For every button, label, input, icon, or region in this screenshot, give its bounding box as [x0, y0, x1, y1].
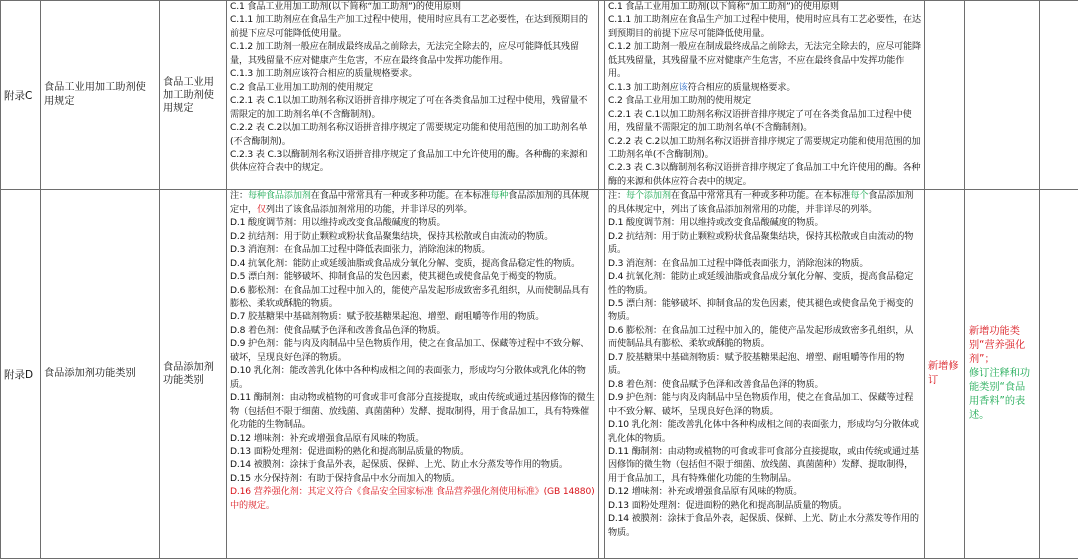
- appendix-label: 附录C: [1, 1, 41, 190]
- list-item: D.3 消泡剂：在食品加工过程中降低表面张力，消除泡沫的物质。: [230, 244, 595, 257]
- highlight-text: 每种食品添加剂: [248, 191, 311, 201]
- note-cell: [965, 1, 1040, 190]
- list-item: D.7 胶基糖果中基础剂物质：赋予胶基糖果起泡、增塑、耐咀嚼等作用的物质。: [230, 311, 595, 324]
- list-item: D.2 抗结剂：用于防止颗粒或粉状食品聚集结块，保持其松散或自由流动的物质。: [230, 231, 595, 244]
- text-line: C.2.2 表 C.2以加工助剂名称汉语拼音排序规定了需要规定功能和使用范围的加工助剂名单(不含酶制剂)。: [608, 136, 921, 163]
- text-line: C.1 食品工业用加工助剂(以下简称“加工助剂”)的使用原则: [230, 1, 595, 14]
- highlight-text: 每个添加剂: [626, 191, 671, 201]
- list-item: D.11 酶制剂：由动物或植物的可食或非可食部分直接提取，或由传统或通过基因修饰的微生物（包括但不限于细菌、放线菌、真菌菌种）发酵、提取制得，用于食品加工，具有特殊催化功能的生物制品。: [230, 392, 595, 432]
- appendix-label: 附录D: [1, 190, 41, 559]
- list-item: D.12 增味剂：补充或增强食品原有风味的物质。: [230, 433, 595, 446]
- text-line: C.1.1 加工助剂应在食品生产加工过程中使用，使用时应具有工艺必要性，在达到预期目的前提下应尽可能降低使用量。: [230, 14, 595, 41]
- extra-cell: [1040, 1, 1078, 190]
- text-line: C.1.3 加工助剂应该符合相应的质量规格要求。: [608, 82, 921, 95]
- text-line: C.1.2 加工助剂一般应在制成最终成品之前除去，无法完全除去的，应尽可能降低其残留量，其残留量不应对健康产生危害，不应在最终食品中发挥功能作用。: [608, 41, 921, 81]
- section-title: 食品添加剂功能类别: [41, 190, 160, 559]
- change-type-cell: [925, 1, 965, 190]
- list-item: D.11 酶制剂：由动物或植物的可食或非可食部分直接提取，或由传统或通过基因修饰的微生物（包括但不限于细菌、放线菌、真菌菌种）发酵、提取制得，用于食品加工，具有特殊催化功能的生物制品。: [608, 446, 921, 486]
- list-item: D.9 护色剂：能与肉及肉制品中呈色物质作用，使之在食品加工、保藏等过程中不致分解、破坏，呈现良好色泽的物质。: [608, 392, 921, 419]
- list-item: D.7 胶基糖果中基础剂物质：赋予胶基糖果起泡、增塑、耐咀嚼等作用的物质。: [608, 352, 921, 379]
- list-item: D.4 抗氧化剂：能防止或延缓油脂或食品成分氧化分解、变质，提高食品稳定性的物质。: [608, 271, 921, 298]
- text-line: C.2.3 表 C.3以酶制剂名称汉语拼音排序规定了食品加工中允许使用的酶。各种酶的来源和供体应符合表中的规定。: [608, 162, 921, 189]
- table-row: [1, 1, 1078, 190]
- list-item: D.10 乳化剂：能改善乳化体中各种构成相之间的表面张力，形成均匀分散体或乳化体的物质。: [230, 365, 595, 392]
- inserted-word: 该: [679, 83, 688, 93]
- list-item: D.8 着色剂：使食品赋予色泽和改善食品色泽的物质。: [230, 325, 595, 338]
- list-item: D.5 漂白剂：能够破坏、抑制食品的发色因素，使其褪色或使食品免于褐变的物质。: [230, 271, 595, 284]
- old-text-cell: [227, 190, 599, 559]
- category-cell: 食品添加剂功能类别: [160, 190, 227, 559]
- category-cell: 食品工业用加工助剂使用规定: [160, 1, 227, 190]
- text-line: C.1.1 加工助剂应在食品生产加工过程中使用，使用时应具有工艺必要性，在达到预期目的前提下应尽可能降低使用量。: [608, 14, 921, 41]
- list-item: D.2 抗结剂：用于防止颗粒或粉状食品聚集结块，保持其松散或自由流动的物质。: [608, 231, 921, 258]
- note-cell: [965, 190, 1040, 559]
- list-item: D.3 消泡剂：在食品加工过程中降低表面张力，消除泡沫的物质。: [608, 258, 921, 271]
- list-item: D.14 被膜剂：涂抹于食品外表，起保质、保鲜、上光、防止水分蒸发等作用的物质。: [608, 513, 921, 540]
- list-item: D.12 增味剂：补充或增强食品原有风味的物质。: [608, 486, 921, 499]
- text-line: C.2 食品工业用加工助剂的使用规定: [230, 82, 595, 95]
- old-text-cell: [227, 1, 599, 190]
- text-line: C.2.1 表 C.1以加工助剂名称汉语拼音排序规定了可在各类食品加工过程中使用，残留量不需限定的加工助剂名单(不含酶制剂)。: [230, 95, 595, 122]
- list-item: D.6 膨松剂：在食品加工过程中加入的，能使产品发起形成致密多孔组织，从而使制品具有膨松、柔软或酥脆的物质。: [230, 285, 595, 312]
- text-line: C.1 食品工业用加工助剂(以下简称“加工助剂”)的使用原则: [608, 1, 921, 14]
- extra-cell: [1040, 190, 1078, 559]
- change-type-cell: 新增修订: [925, 190, 965, 559]
- new-text-cell: [605, 1, 925, 190]
- note-line: 注：每种食品添加剂在食品中常常具有一种或多种功能。在本标准每种食品添加剂的具体规定中，仅列出了该食品添加剂常用的功能，并非详尽的列举。: [230, 190, 595, 217]
- note-line: 修订注释和功能类别“食品用香料”的表述。: [969, 367, 1035, 423]
- list-item: D.10 乳化剂：能改善乳化体中各种构成相之间的表面张力，形成均匀分散体或乳化体的物质。: [608, 419, 921, 446]
- section-title: 食品工业用加工助剂使用规定: [41, 1, 160, 190]
- list-item: D.5 漂白剂：能够破坏、抑制食品的发色因素，使其褪色或使食品免于褐变的物质。: [608, 298, 921, 325]
- list-item: D.8 着色剂：使食品赋予色泽和改善食品色泽的物质。: [608, 379, 921, 392]
- list-item: D.13 面粉处理剂：促进面粉的熟化和提高制品质量的物质。: [608, 500, 921, 513]
- note-line: 新增功能类别“营养强化剂”；: [969, 325, 1035, 367]
- deleted-text: 仅: [257, 205, 266, 215]
- text-line: C.2.3 表 C.3以酶制剂名称汉语拼音排序规定了食品加工中允许使用的酶。各种酶的来源和供体应符合表中的规定。: [230, 149, 595, 176]
- list-item: D.1 酸度调节剂：用以维持或改变食品酸碱度的物质。: [608, 217, 921, 230]
- list-item: D.1 酸度调节剂：用以维持或改变食品酸碱度的物质。: [230, 217, 595, 230]
- text-line: C.1.3 加工助剂应该符合相应的质量规格要求。: [230, 68, 595, 81]
- highlight-text: 每个: [850, 191, 868, 201]
- text-line: C.1.2 加工助剂一般应在制成最终成品之前除去，无法完全除去的，应尽可能降低其残留量，其残留量不应对健康产生危害，不应在最终食品中发挥功能作用。: [230, 41, 595, 68]
- note-line: 注：每个添加剂在食品中常常具有一种或多种功能。在本标准每个食品添加剂的具体规定中，列出了该食品添加剂常用的功能，并非详尽的列举。: [608, 190, 921, 217]
- new-text-cell: [605, 190, 925, 559]
- table-row: [1, 190, 1078, 559]
- list-item: D.14 被膜剂：涂抹于食品外表，起保质、保鲜、上光、防止水分蒸发等作用的物质。: [230, 459, 595, 472]
- list-item: D.9 护色剂：能与肉及肉制品中呈色物质作用，使之在食品加工、保藏等过程中不致分解、破坏，呈现良好色泽的物质。: [230, 338, 595, 365]
- deleted-item: D.16 营养强化剂：其定义符合《食品安全国家标准 食品营养强化剂使用标准》(GB 14880)中的规定。: [230, 486, 595, 513]
- text-line: C.2.1 表 C.1以加工助剂名称汉语拼音排序规定了可在各类食品加工过程中使用，残留量不需限定的加工助剂名单(不含酶制剂)。: [608, 109, 921, 136]
- text-line: C.2 食品工业用加工助剂的使用规定: [608, 95, 921, 108]
- list-item: D.4 抗氧化剂：能防止或延缓油脂或食品成分氧化分解、变质，提高食品稳定性的物质。: [230, 258, 595, 271]
- list-item: D.15 水分保持剂：有助于保持食品中水分而加入的物质。: [230, 473, 595, 486]
- text-line: C.2.2 表 C.2以加工助剂名称汉语拼音排序规定了需要规定功能和使用范围的加工助剂名单(不含酶制剂)。: [230, 122, 595, 149]
- list-item: D.6 膨松剂：在食品加工过程中加入的，能使产品发起形成致密多孔组织，从而使制品具有膨松、柔软或酥脆的物质。: [608, 325, 921, 352]
- highlight-text: 每种: [490, 191, 508, 201]
- list-item: D.13 面粉处理剂：促进面粉的熟化和提高制品质量的物质。: [230, 446, 595, 459]
